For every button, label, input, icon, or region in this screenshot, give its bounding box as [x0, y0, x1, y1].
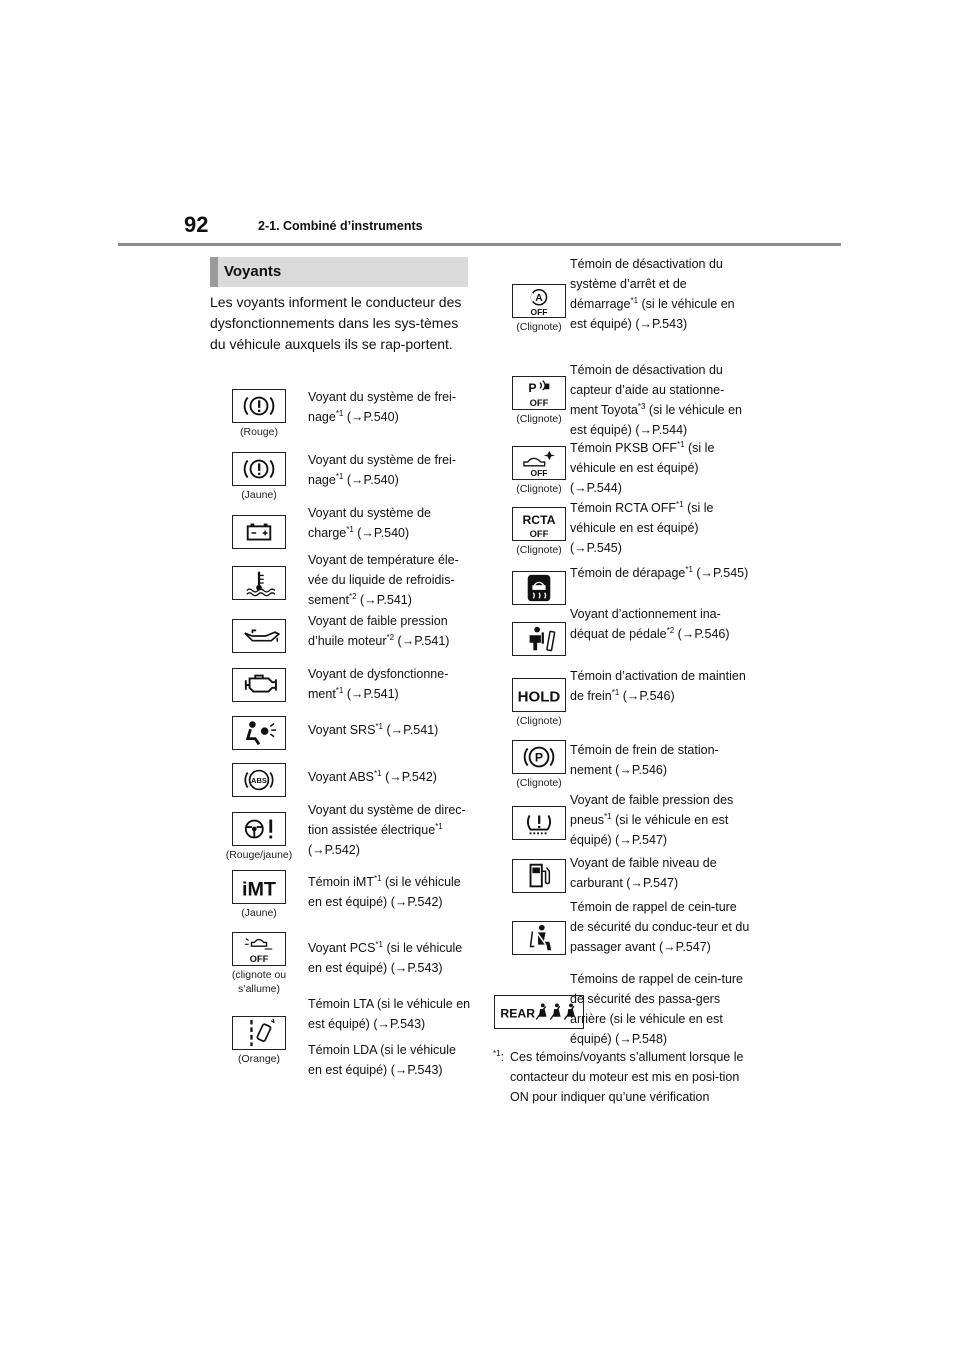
- brake-warning-icon: [232, 389, 286, 423]
- indicator-description: Témoin de désactivation du système d’arrêt et de démarrage$^{*1}$ (si le véhicule en est équipé) (→P.543): [570, 257, 735, 331]
- indicator-description: Témoin de dérapage$^{*1}$ (→P.545): [570, 564, 749, 580]
- flash-caption: (Clignote): [516, 715, 562, 727]
- indicator-description: Voyant de dysfonctionne-ment$^{*1}$ (→P.541): [308, 667, 449, 701]
- off-label: OFF: [529, 528, 549, 540]
- indicator-description: Témoin de frein de station-nement (→P.546): [570, 743, 719, 777]
- indicator-description: Voyant PCS$^{*1}$ (si le véhicule en est équipé) (→P.543): [308, 939, 463, 975]
- flash-caption: (Clignote): [516, 777, 562, 789]
- svg-text:A: A: [535, 293, 543, 304]
- indicator-description: Voyant du système de direc-tion assistée électrique$^{*1}$ (→P.542): [308, 803, 466, 857]
- indicator-description: Voyant de faible pression des pneus$^{*1}$ (si le véhicule en est équipé) (→P.547): [570, 793, 734, 847]
- oil-pressure-icon: [232, 619, 286, 653]
- indicator-description: Voyant d’actionnement ina-déquat de pédale$^{*2}$ (→P.546): [570, 607, 730, 641]
- pcs-off-icon: [232, 932, 286, 966]
- battery-icon: [232, 515, 286, 549]
- indicator-description: Témoin RCTA OFF$^{*1}$ (si le véhicule en est équipé) (→P.545): [570, 499, 714, 555]
- indicator-description: Témoin iMT$^{*1}$ (si le véhicule en est équipé) (→P.542): [308, 873, 461, 909]
- flash-caption: (Clignote): [516, 483, 562, 495]
- abs-label: ABS: [251, 775, 267, 785]
- parking-sensor-off-icon: [512, 376, 566, 410]
- indicator-description: Témoins de rappel de cein-ture de sécurité des passa-gers arrière (si le véhicule en est équipé) (→P.548): [570, 972, 744, 1046]
- slip-indicator-icon: [512, 571, 566, 605]
- color-caption: (Orange): [237, 1053, 280, 1065]
- low-fuel-icon: [512, 859, 566, 893]
- coolant-temperature-icon: [232, 566, 286, 600]
- brake-warning-icon: [232, 452, 286, 486]
- flash-caption: (Clignote): [516, 544, 562, 556]
- indicator-description: Voyant du système de frei-nage$^{*1}$ (→P.540): [308, 453, 456, 487]
- svg-text:P: P: [528, 381, 537, 396]
- color-caption: (Rouge/jaune): [225, 849, 293, 861]
- pedal-operation-icon: [512, 622, 566, 656]
- off-label: OFF: [249, 953, 269, 965]
- indicator-description: Témoin d’activation de maintien de frein$^{*1}$ (→P.546): [570, 669, 746, 703]
- tire-pressure-icon: [512, 806, 566, 840]
- indicator-description: Voyant de faible niveau de carburant (→P.547): [570, 856, 717, 890]
- imt-icon: [232, 870, 286, 904]
- indicator-description: Voyant ABS$^{*1}$ (→P.542): [308, 768, 437, 784]
- svg-text:P: P: [534, 750, 544, 765]
- section-heading: Voyants: [210, 257, 468, 287]
- engine-check-icon: [232, 668, 286, 702]
- rear-label: REAR: [500, 1006, 536, 1021]
- off-label: OFF: [529, 397, 549, 409]
- power-steering-icon: [232, 812, 286, 846]
- indicator-description: Témoin de rappel de cein-ture de sécurité du conduc-teur et du passager avant (→P.547): [570, 900, 750, 954]
- color-caption: (clignote ou s’allume): [231, 969, 287, 995]
- lda-description: Témoin LDA (si le véhicule en est équipé) (→P.543): [308, 1043, 456, 1077]
- off-label: OFF: [530, 468, 548, 479]
- rcta-label: RCTA: [522, 513, 556, 527]
- off-label: OFF: [530, 307, 548, 317]
- header-title: 2-1. Combiné d’instruments: [258, 219, 423, 233]
- indicator-description: Voyant du système de frei-nage$^{*1}$ (→P.540): [308, 390, 456, 424]
- stop-start-off-icon: [512, 284, 566, 318]
- parking-brake-icon: [512, 740, 566, 774]
- indicator-description: Voyant du système de charge$^{*1}$ (→P.540): [308, 506, 431, 540]
- seatbelt-icon: [512, 921, 566, 955]
- pksb-off-icon: [512, 446, 566, 480]
- abs-icon: [232, 763, 286, 797]
- footnote-mark: *1: [493, 1048, 501, 1058]
- footnote-text: Ces témoins/voyants s’allument lorsque le contacteur du moteur est mis en posi-tion ON pour indiquer qu’une vérification: [510, 1050, 744, 1104]
- footnote: $^{*1}$: Ces témoins/voyants s’allument lorsque le contacteur du moteur est mis en posi-tion ON pour indiquer qu’une vérification: [493, 1047, 753, 1107]
- intro-paragraph: Les voyants informent le conducteur des dysfonctionnements dans les sys-tèmes du véhicule auxquels ils se rap-portent.: [210, 294, 462, 352]
- rcta-off-icon: [512, 507, 566, 541]
- hold-label: HOLD: [517, 688, 561, 706]
- indicator-description: Voyant de température éle-vée du liquide de refroidis-sement$^{*2}$ (→P.541): [308, 553, 459, 607]
- indicator-description: Voyant SRS$^{*1}$ (→P.541): [308, 721, 439, 737]
- indicator-description: Témoin LTA (si le véhicule en est équipé) (→P.543) Témoin LDA (si le véhicule en est équipé) (→P.543): [308, 994, 473, 1080]
- indicator-description: Témoin de désactivation du capteur d’aide au stationne-ment Toyota$^{*3}$ (si le véhicule en est équipé) (→P.544): [570, 363, 743, 437]
- color-caption: (Jaune): [241, 907, 277, 919]
- page-number: 92: [184, 212, 209, 237]
- brake-hold-icon: [512, 678, 566, 712]
- lane-assist-icon: [232, 1016, 286, 1050]
- indicator-description: Voyant de faible pression d’huile moteur$^{*2}$ (→P.541): [308, 614, 450, 648]
- header-rule: [118, 243, 841, 246]
- flash-caption: (Clignote): [516, 413, 562, 425]
- indicator-description: Témoin PKSB OFF$^{*1}$ (si le véhicule en est équipé) (→P.544): [570, 439, 715, 495]
- srs-airbag-icon: [232, 716, 286, 750]
- color-caption: (Jaune): [241, 489, 277, 501]
- color-caption: (Rouge): [240, 426, 278, 438]
- flash-caption: (Clignote): [516, 321, 562, 333]
- imt-label: iMT: [241, 878, 277, 901]
